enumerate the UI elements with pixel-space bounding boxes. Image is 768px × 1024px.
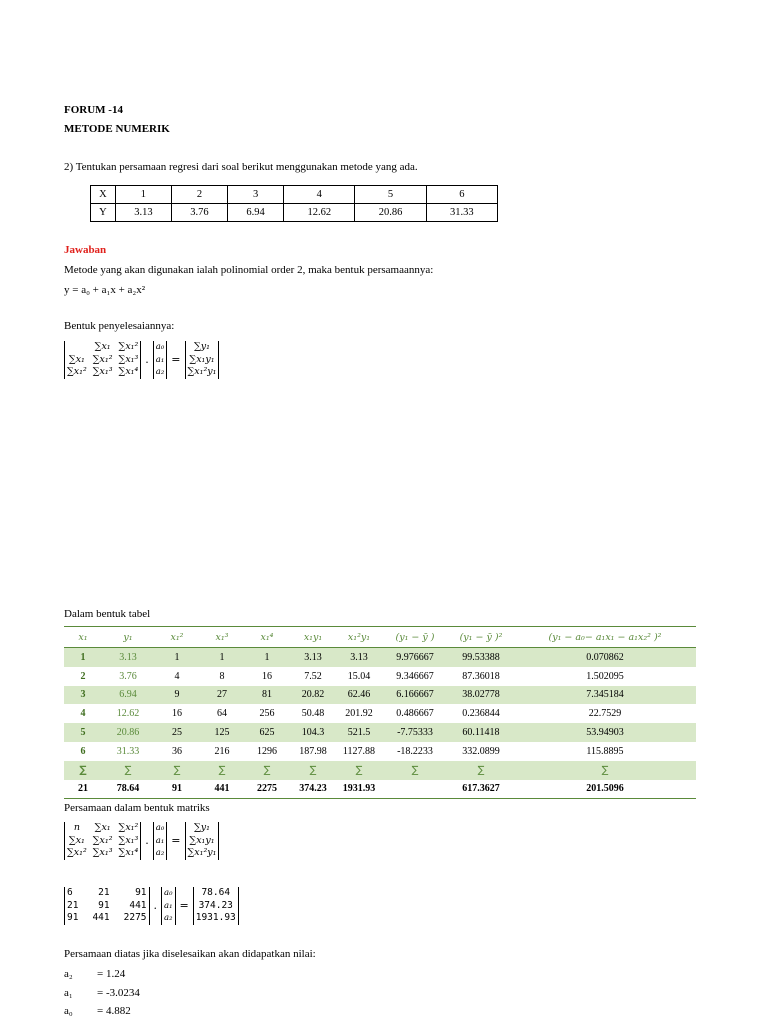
column-header: x₁ bbox=[64, 627, 102, 648]
table-cell: 31.33 bbox=[426, 204, 497, 222]
table-cell: 1 bbox=[200, 648, 244, 667]
table-row bbox=[91, 204, 498, 222]
table-cell: 3.76 bbox=[119, 670, 137, 682]
matrix-cell: ∑x₁⁴ bbox=[118, 366, 139, 377]
total-cell: 78.64 bbox=[102, 780, 154, 799]
table-cell: 15.04 bbox=[347, 670, 371, 682]
vector-cell: 1931.93 bbox=[195, 912, 236, 923]
table-cell: 521.5 bbox=[336, 723, 382, 742]
table-cell: 3.13 bbox=[336, 648, 382, 667]
vector-cell: a₀ bbox=[155, 823, 165, 833]
column-header: x₁⁴ bbox=[244, 627, 290, 648]
table-cell: 3.13 bbox=[290, 648, 336, 667]
vector-cell: ∑x₁²y₁ bbox=[187, 847, 217, 858]
table-cell: 1 bbox=[115, 186, 171, 204]
unknown-vector bbox=[153, 822, 167, 860]
table-cell: 36 bbox=[172, 745, 182, 757]
result-a2 bbox=[64, 968, 125, 980]
table-cell: 1.502095 bbox=[586, 670, 624, 682]
sum-symbol: ∑ bbox=[64, 761, 102, 780]
table-cell: 5 bbox=[355, 186, 426, 204]
sum-symbol: ∑ bbox=[200, 761, 244, 780]
matrix-cell: ∑x₁ bbox=[94, 822, 111, 833]
total-cell: 201.5096 bbox=[514, 780, 696, 799]
table-cell: 3 bbox=[64, 686, 102, 705]
vector-cell: a₂ bbox=[155, 848, 165, 858]
total-cell: 617.3627 bbox=[448, 780, 514, 799]
dot-operator: . bbox=[145, 353, 149, 367]
table-row bbox=[64, 704, 696, 723]
matrix-cell: ∑x₁² bbox=[118, 822, 139, 833]
column-header: (y₁ − a₀− a₁x₁ − a₁x₂² )² bbox=[514, 627, 696, 648]
table-row bbox=[91, 186, 498, 204]
matrix-cell: ∑x₁² bbox=[67, 366, 87, 377]
equals-operator: = bbox=[179, 899, 189, 913]
table-cell: 31.33 bbox=[116, 745, 140, 757]
matrix-cell: ∑x₁² bbox=[67, 847, 87, 858]
result-name: a₁ bbox=[64, 987, 73, 999]
y-label-cell: Y bbox=[91, 204, 116, 222]
vector-cell: a₁ bbox=[155, 354, 165, 365]
table-cell: 12.62 bbox=[116, 708, 140, 720]
method-text: Metode yang akan digunakan ialah polinomial order 2, maka bentuk persamaannya: bbox=[64, 264, 434, 276]
coefficient-matrix bbox=[64, 822, 141, 860]
totals-row bbox=[64, 780, 696, 799]
numeric-rhs-vector bbox=[193, 887, 239, 925]
vector-cell: ∑x₁y₁ bbox=[189, 353, 215, 365]
table-cell: 3 bbox=[228, 186, 284, 204]
table-cell: 64 bbox=[217, 708, 227, 720]
table-cell: -7.75333 bbox=[382, 723, 448, 742]
table-row bbox=[64, 742, 696, 761]
column-header: (y₁ − ȳ ) bbox=[382, 627, 448, 648]
table-cell: 625 bbox=[244, 723, 290, 742]
table-cell: 6.94 bbox=[102, 686, 154, 705]
table-cell: 3.13 bbox=[102, 648, 154, 667]
x-label-cell: X bbox=[91, 186, 116, 204]
table-row bbox=[64, 686, 696, 705]
vector-cell: 374.23 bbox=[198, 899, 233, 911]
matrix-cell: 441 bbox=[92, 912, 110, 923]
matrix-cell: 91 bbox=[135, 887, 147, 898]
unknown-vector bbox=[153, 341, 167, 379]
matrix-cell: ∑x₁² bbox=[92, 834, 113, 846]
result-label: Persamaan diatas jika diselesaikan akan didapatkan nilai: bbox=[64, 948, 316, 960]
symbolic-matrix-full bbox=[64, 822, 219, 860]
vector-cell: a₂ bbox=[155, 367, 165, 377]
table-cell: 4 bbox=[80, 708, 86, 720]
table-label: Dalam bentuk tabel bbox=[64, 608, 151, 620]
matrix-cell: 21 bbox=[67, 899, 79, 911]
table-cell: 20.86 bbox=[102, 723, 154, 742]
table-cell: 6.94 bbox=[228, 204, 284, 222]
table-cell: 6 bbox=[426, 186, 497, 204]
table-cell: 7.52 bbox=[304, 670, 322, 682]
sum-symbol: ∑ bbox=[448, 761, 514, 780]
column-header: x₁³ bbox=[200, 627, 244, 648]
symbolic-matrix-equation bbox=[64, 341, 219, 379]
table-cell: 2 bbox=[80, 670, 86, 682]
sum-symbol: ∑ bbox=[382, 761, 448, 780]
solution-form-label: Bentuk penyelesaiannya: bbox=[64, 320, 175, 332]
table-row bbox=[64, 667, 696, 686]
forum-title: FORUM -14 bbox=[64, 104, 123, 116]
table-row bbox=[64, 648, 696, 667]
matrix-cell: 6 bbox=[67, 887, 73, 898]
vector-cell: a₁ bbox=[164, 900, 173, 911]
table-cell: 1296 bbox=[257, 745, 277, 757]
table-cell: 0.070862 bbox=[514, 648, 696, 667]
table-cell: 87.36018 bbox=[462, 670, 500, 682]
regression-equation: y = a₀ + a₁x + a₂x² bbox=[64, 284, 146, 296]
vector-cell: a₀ bbox=[164, 888, 173, 898]
sum-symbol: ∑ bbox=[102, 761, 154, 780]
matrix-cell: ∑x₁³ bbox=[118, 834, 139, 846]
equals-operator: = bbox=[171, 353, 181, 367]
total-cell: 2275 bbox=[244, 780, 290, 799]
column-header: x₁²y₁ bbox=[336, 627, 382, 648]
total-cell: 21 bbox=[64, 780, 102, 799]
table-cell: 22.7529 bbox=[588, 708, 622, 720]
table-cell: 9.346667 bbox=[396, 670, 434, 682]
matrix-cell: ∑x₁³ bbox=[118, 353, 139, 365]
table-cell: 99.53388 bbox=[448, 648, 514, 667]
coefficient-matrix bbox=[64, 341, 141, 379]
data-table bbox=[90, 185, 498, 222]
matrix-cell: 21 bbox=[98, 887, 110, 898]
vector-cell: ∑x₁²y₁ bbox=[187, 366, 217, 377]
table-cell: 201.92 bbox=[345, 708, 373, 720]
column-header: x₁y₁ bbox=[290, 627, 336, 648]
total-cell bbox=[382, 780, 448, 799]
table-cell: 12.62 bbox=[284, 204, 355, 222]
table-cell: 332.0899 bbox=[462, 745, 500, 757]
total-cell: 441 bbox=[200, 780, 244, 799]
table-cell: 53.94903 bbox=[514, 723, 696, 742]
column-header: x₁² bbox=[154, 627, 200, 648]
table-cell: 81 bbox=[244, 686, 290, 705]
table-cell: 50.48 bbox=[301, 708, 325, 720]
subject-title: METODE NUMERIK bbox=[64, 123, 170, 135]
result-a1 bbox=[64, 987, 140, 999]
result-value: = 1.24 bbox=[97, 968, 126, 980]
table-cell: 38.02778 bbox=[448, 686, 514, 705]
vector-cell: ∑x₁y₁ bbox=[189, 834, 215, 846]
table-cell: 62.46 bbox=[336, 686, 382, 705]
table-cell: 3.76 bbox=[171, 204, 227, 222]
table-cell: 9 bbox=[154, 686, 200, 705]
table-header-row bbox=[64, 627, 696, 648]
matrix-cell: ∑x₁ bbox=[68, 834, 85, 846]
matrix-cell: ∑x₁ bbox=[94, 341, 111, 352]
result-name: a₂ bbox=[64, 968, 73, 980]
vector-cell: a₂ bbox=[164, 913, 173, 923]
table-cell: 0.236844 bbox=[462, 708, 500, 720]
dot-operator: . bbox=[145, 834, 149, 848]
table-cell: 20.86 bbox=[355, 204, 426, 222]
table-cell: 8 bbox=[219, 670, 225, 682]
table-cell: 104.3 bbox=[290, 723, 336, 742]
matrix-cell: 91 bbox=[98, 899, 110, 911]
table-cell: 216 bbox=[214, 745, 230, 757]
rhs-vector bbox=[185, 341, 220, 379]
matrix-cell: n bbox=[73, 822, 80, 833]
table-cell: 7.345184 bbox=[514, 686, 696, 705]
table-row bbox=[64, 723, 696, 742]
table-cell: 5 bbox=[64, 723, 102, 742]
total-cell: 374.23 bbox=[290, 780, 336, 799]
table-cell: 16 bbox=[262, 670, 272, 682]
table-cell: 1 bbox=[64, 648, 102, 667]
total-cell: 91 bbox=[154, 780, 200, 799]
rhs-vector bbox=[185, 822, 220, 860]
matrix-cell bbox=[67, 341, 87, 354]
calculation-table bbox=[64, 626, 696, 799]
matrix-cell: ∑x₁ bbox=[68, 353, 85, 365]
equals-operator: = bbox=[171, 834, 181, 848]
matrix-cell: ∑x₁³ bbox=[92, 366, 113, 377]
matrix-cell: ∑x₁² bbox=[118, 341, 139, 352]
column-header: (y₁ − ȳ )² bbox=[448, 627, 514, 648]
total-cell: 1931.93 bbox=[336, 780, 382, 799]
matrix-cell: 2275 bbox=[123, 912, 147, 923]
table-cell: 9.976667 bbox=[382, 648, 448, 667]
vector-cell: a₀ bbox=[155, 342, 165, 352]
vector-cell: 78.64 bbox=[201, 887, 231, 898]
sum-symbol: ∑ bbox=[244, 761, 290, 780]
result-a0 bbox=[64, 1005, 131, 1017]
table-cell: 60.11418 bbox=[448, 723, 514, 742]
matrix-cell: ∑x₁⁴ bbox=[118, 847, 139, 858]
vector-cell: a₁ bbox=[155, 835, 165, 846]
table-cell: 2 bbox=[171, 186, 227, 204]
sum-symbol-row bbox=[64, 761, 696, 780]
vector-cell: ∑y₁ bbox=[193, 341, 210, 352]
dot-operator: . bbox=[153, 899, 158, 913]
matrix-cell: ∑x₁² bbox=[92, 353, 113, 365]
result-name: a₀ bbox=[64, 1005, 73, 1017]
result-value: = -3.0234 bbox=[97, 987, 140, 999]
vector-cell: ∑y₁ bbox=[193, 822, 210, 833]
answer-label: Jawaban bbox=[64, 244, 107, 256]
unknown-vector bbox=[161, 887, 175, 925]
column-header: y₁ bbox=[102, 627, 154, 648]
table-cell: 187.98 bbox=[299, 745, 327, 757]
table-cell: 0.486667 bbox=[396, 708, 434, 720]
sum-symbol: ∑ bbox=[290, 761, 336, 780]
table-cell: 20.82 bbox=[290, 686, 336, 705]
table-cell: 1127.88 bbox=[342, 745, 376, 757]
numeric-coefficient-matrix bbox=[64, 887, 150, 925]
sum-symbol: ∑ bbox=[154, 761, 200, 780]
matrix-cell: ∑x₁³ bbox=[92, 847, 113, 858]
table-cell: 27 bbox=[200, 686, 244, 705]
question-text: 2) Tentukan persamaan regresi dari soal berikut menggunakan metode yang ada. bbox=[64, 161, 418, 173]
table-cell: 3.13 bbox=[115, 204, 171, 222]
result-value: = 4.882 bbox=[97, 1005, 131, 1017]
table-cell: 6.166667 bbox=[382, 686, 448, 705]
table-cell: 16 bbox=[172, 708, 182, 720]
table-cell: 25 bbox=[154, 723, 200, 742]
table-cell: 4 bbox=[174, 670, 180, 682]
matrix-label: Persamaan dalam bentuk matriks bbox=[64, 802, 210, 814]
sum-symbol: ∑ bbox=[336, 761, 382, 780]
sum-symbol: ∑ bbox=[514, 761, 696, 780]
table-cell: 125 bbox=[200, 723, 244, 742]
table-cell: 115.8895 bbox=[586, 745, 624, 757]
table-cell: 256 bbox=[259, 708, 275, 720]
matrix-cell: 441 bbox=[129, 899, 147, 911]
table-cell: 6 bbox=[80, 745, 86, 757]
table-cell: 1 bbox=[244, 648, 290, 667]
matrix-cell: 91 bbox=[67, 912, 79, 923]
table-cell: 4 bbox=[284, 186, 355, 204]
table-cell: -18.2233 bbox=[397, 745, 433, 757]
numeric-matrix-equation bbox=[64, 887, 239, 925]
table-cell: 1 bbox=[154, 648, 200, 667]
